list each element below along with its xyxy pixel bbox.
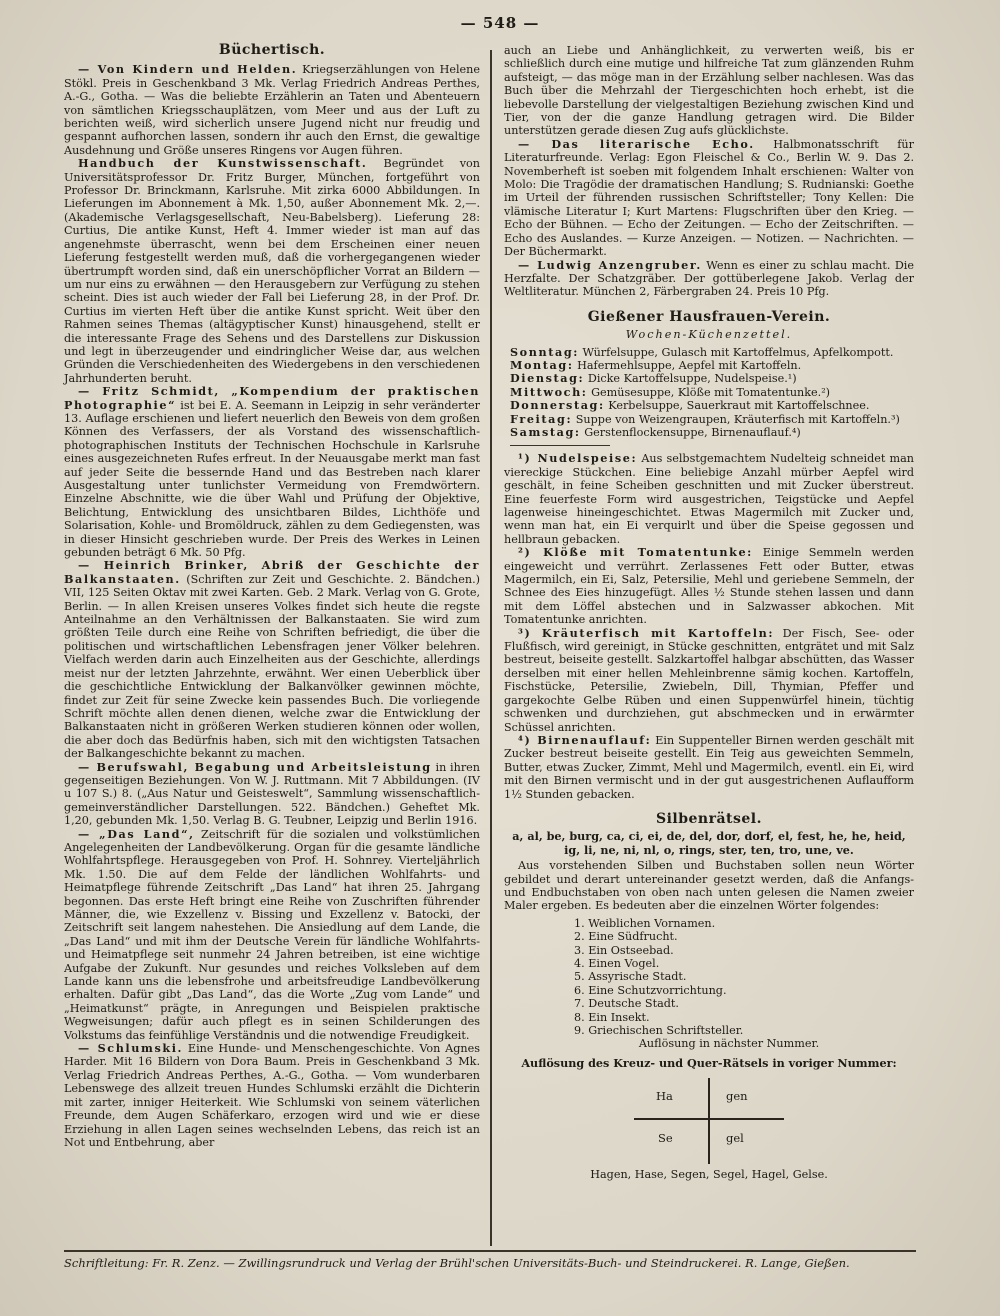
riddle-instructions: Aus vorstehenden Silben und Buchstaben sollen neun Wörter gebildet und derart untereinander gesetzt werden, daß die Anfangs- und Endbuchstaben von oben nach unten gelesen die Namen zweier Maler ergeben. Es bedeuten aber die einzelnen Wörter folgendes: [504,859,914,913]
weekly-menu [504,346,914,440]
book-review-text: Kriegserzählungen von Helene Stökl. Preis in Geschenkband 3 Mk. Verlag Friedrich Andreas Perthes, A.-G., Gotha. — Was die beliebte Erzählerin an Taten und Abenteuern von sämtlichen Kriegsschauplätzen, vom Meer und aus der Luft zu berichten weiß, wird sicherlich unsere Jugend nicht nur freudig und gespannt aufhorchen lassen, sondern ihr auch den Ernst, die gewaltige Ausdehnung und Größe unseres Ringens vor Augen führen. [64,63,481,157]
book-review-title: — „Das Land“, [78,826,195,841]
riddle-clue-list [574,917,914,1038]
syllable-riddle-heading: Silbenrätsel. [655,810,763,827]
menu-dish: Hafermehlsuppe, Aepfel mit Kartoffeln. [577,358,802,372]
weekly-menu-subheading: Wochen-Küchenzettel. [625,328,793,342]
grid-cell-top-right: gen [726,1089,748,1104]
recipe-text: Der Fisch, See- oder Flußfisch, wird gereinigt, in Stücke geschnitten, entgrätet und mit Salz bestreut, beiseite gestellt. Salzkartoffel halbgar abschütten, das Wasser derselben mit einer hellen Mehleinbrenne sämig kochen. Kartoffeln, Fischstücke, Petersilie, Zwiebeln, Dill, Thymian, Pfeffer und gargekochte Gelbe Rüben und einen Suppenwürfel hinein, tüchtig schwenken und durchziehen, gut abschmecken und in erwärmter Schüssel anrichten. [504,626,914,734]
book-review-text: Begründet von Universitätsprofessor Dr. Fritz Burger, München, fortgeführt von Professor Dr. Brinckmann, Karlsruhe. Mit zirka 6000 Abbildungen. In Lieferungen im Abonnement à Mk. 1,50, außer Abonnement Mk. 2,—. (Akademische Verlagsgesellschaft, Neu-Babelsberg). Lieferung 28: Curtius, Die antike Kunst, Heft 4. Immer wieder ist man auf das angenehmste überrascht, wenn bei dem Erscheinen einer neuen Lieferung festgestellt werden muß, daß die vorhergegangenen wieder übertrumpft worden sind, daß ein unerschöpflicher Vorrat an Bildern — um nur eins zu erwähnen — den Herausgebern zur Verfügung zu stehen scheint. Dies ist auch wieder der Fall bei Lieferung 28, in der Prof. Dr. Curtius im vierten Heft über die antike Kunst spricht. Weit über den Rahmen seines Themas (altägyptischer Kunst) hinausgehend, stellt er die interessante Frage des Sehens und des Darstellens zur Diskussion und legt in überzeugender und eindringlicher Weise dar, aus welchen Gründen die Verschiedenheiten des Wiedergebens in den verschiedenen Jahrhunderten beruht. [64,157,480,385]
riddle-clue: 9. Griechischen Schriftsteller. [574,1024,744,1038]
menu-day-row [504,346,914,359]
riddle-solution-note: Auflösung in nächster Nummer. [638,1037,820,1051]
book-review-title: — Von Kindern und Helden. [78,62,298,77]
book-review-title: — Heinrich Brinker, Abriß der Geschichte der Balkanstaaten. [64,558,480,586]
menu-day-row [504,359,914,372]
recipe-note [504,546,914,626]
book-review-text: Halbmonatsschrift für Literaturfreunde. Verlag: Egon Fleischel & Co., Berlin W. 9. Das 2. Novemberheft ist soeben mit folgendem Inhalt erschienen: Walter von Molo: Die Tragödie der dramatischen Handlung; S. Rudnianski: Goethe im Urteil der führenden russischen Schriftsteller; Tony Kellen: Die vlämische Literatur I; Kurt Martens: Flugschriften über den Krieg. — Echo der Bühnen. — Echo der Zeitungen. — Echo der Zeitschriften. — Echo des Auslandes. — Kurze Anzeigen. — Notizen. — Nachrichten. — Der Büchermarkt. [504,137,914,259]
book-review-title: Handbuch der Kunstwissenschaft. [78,156,368,171]
menu-day-label: Sonntag: [510,344,579,359]
book-review-title: — Fritz Schmidt, „Kompendium der praktischen Photographie“ [64,384,480,412]
riddle-clue: 5. Assyrische Stadt. [574,970,687,984]
riddle-clue: 1. Weiblichen Vornamen. [574,916,716,930]
housewives-association-heading: Gießener Hausfrauen-Verein. [587,308,831,325]
recipe-title: ¹) Nudelspeise: [518,451,638,466]
recipe-note [504,627,914,734]
riddle-clue: 7. Deutsche Stadt. [574,997,679,1011]
menu-day-label: Samstag: [510,424,581,439]
menu-day-label: Montag: [510,357,574,372]
cross-puzzle-grid [634,1078,784,1164]
grid-vertical-line [708,1078,710,1164]
riddle-clue: 2. Eine Südfrucht. [574,930,678,944]
book-review-text: (Schriften zur Zeit und Geschichte. 2. Bändchen.) VII, 125 Seiten Oktav mit zwei Karten. Geb. 2 Mark. Verlag von G. Grote, Berlin. — In allen Kreisen unseres Volkes findet sich heute die regste Anteilnahme an den Verhältnissen der Balkanstaaten. Sie wird zum größten Teile durch eine Reihe von Schriften befriedigt, die über die politischen und wirtschaftlichen Lebensfragen jener Völker belehren. Vielfach werden darin auch Einzelheiten aus der Geschichte, allerdings meist nur der letzten Jahrzehnte, erwähnt. Wer einen Ueberblick über die geschichtliche Entwicklung der Balkanvölker gewinnen möchte, findet zur Zeit für seine Zwecke kein passendes Buch. Die vorliegende Schrift möchte allen denen dienen, welche zwar die Entwicklung der Balkanstaaten nicht in größeren Werken studieren können oder wollen, die aber doch das Bedürfnis haben, sich mit den wichtigsten Tatsachen der Balkangeschichte bekannt zu machen. [64,572,481,761]
solution-words: Hagen, Hase, Segen, Segel, Hagel, Gelse. [590,1168,828,1182]
recipe-divider [510,445,610,446]
menu-dish: Gerstenflockensuppe, Birnenauflauf.⁴) [584,425,801,439]
menu-day-row [504,386,914,399]
book-review [64,828,480,1043]
recipe-text: Ein Suppenteller Birnen werden geschält mit Zucker bestreut beiseite gestellt. Ein Teig aus geweichten Semmeln, Butter, etwas Zucker, Zimmt, Mehl und Magermilch, eventl. ein Ei, wird mit den Birnen vermischt und in der gut ausgestrichenen Auflaufform 1½ Stunden gebacken. [504,733,915,801]
riddle-clue: 6. Eine Schutzvorrichtung. [574,983,727,997]
menu-dish: Kerbelsuppe, Sauerkraut mit Kartoffelschnee. [608,399,870,413]
recipe-text: Einige Semmeln werden eingeweicht und verrührt. Zerlassenes Fett oder Butter, etwas Magermilch, ein Ei, Salz, Petersilie, Mehl und geriebene Semmeln, der Schnee des Eies hinzugefügt. Alles ½ Stunde stehen lassen und dann mit dem Löffel abstechen und in Salzwasser abkochen. Mit Tomatentunke anrichten. [504,546,914,627]
menu-day-label: Dienstag: [510,371,585,386]
column-divider [490,50,492,1246]
book-review [504,138,914,259]
book-review [64,761,480,828]
continued-review-text: auch an Liebe und Anhänglichkeit, zu verwerten weiß, bis er schließlich durch eine mutige und hilfreiche Tat zum glänzenden Ruhm aufsteigt, — das möge man in der Erzählung selber nachlesen. Was das Buch über die Mehrzahl der Tiergeschichten hoch erhebt, ist die liebevolle Darstellung der vielgestaltigen Beziehung zwischen Kind und Tier, von der die ganze Handlung getragen wird. Die Bilder unterstützen gerade diesen Zug aufs glücklichste. [504,44,914,138]
book-review [64,157,480,385]
book-review [64,63,480,157]
book-review [64,559,480,760]
grid-cell-bottom-left: Se [658,1131,673,1146]
menu-day-label: Freitag: [510,411,573,426]
right-column [504,44,914,1182]
recipe-text: Aus selbstgemachtem Nudelteig schneidet man viereckige Stückchen. Eine beliebige Anzahl mürber Aepfel wird geschält, in feine Scheiben geschnitten und mit Zucker überstreut. Eine feuerfeste Form wird ausgestrichen, Teigstücke und Aepfel lagenweise hineingeschichtet. Etwas Magermilch mit Zucker und, wenn man hat, ein Ei verquirlt und über die Speise gegossen und hellbraun gebacken. [504,452,914,546]
book-table-heading: Büchertisch. [218,42,326,58]
menu-dish: Würfelsuppe, Gulasch mit Kartoffelmus, Apfelkompott. [582,345,894,359]
book-review-text: in ihren gegenseitigen Beziehungen. Von W. J. Ruttmann. Mit 7 Abbildungen. (IV u 107 S.) 8. („Aus Natur und Geisteswelt“, Sammlung wissenschaftlich-gemeinverständlicher Darstellungen. 522. Bändchen.) Geheftet Mk. 1,20, gebunden Mk. 1,50. Verlag B. G. Teubner, Leipzig und Berlin 1916. [64,760,481,828]
book-review-title: — Berufswahl, Begabung und Arbeitsleistung [78,759,432,774]
riddle-clue: 4. Einen Vogel. [574,957,660,970]
menu-day-label: Mittwoch: [510,384,588,399]
book-review-text: Zeitschrift für die sozialen und volkstümlichen Angelegenheiten der Landbevölkerung. Organ für die gesamte ländliche Wohlfahrtspflege. Herausgegeben von Prof. H. Sohnrey. Vierteljährlich Mk. 1.50. Die auf dem Felde der ländlichen Wohlfahrts- und Heimatpflege führende Zeitschrift „Das Land“ hat ihren 25. Jahrgang begonnen. Das erste Heft bringt eine Reihe von Zuschriften führender Männer, die, wie Exzellenz v. Bissing und Exzellenz v. Batocki, der Zeitschrift seit langem nahestehen. Die Ansiedlung auf dem Lande, die „Das Land“ und mit ihm der Deutsche Verein für ländliche Wohlfahrts- und Heimatpflege seit nunmehr 24 Jahren betreiben, ist eine wichtige Aufgabe der Zukunft. Nur gesundes und reiches Volksleben auf dem Lande kann uns die lebensfrohe und arbeitsfreudige Landbevölkerung erhalten. Dafür gibt „Das Land“, das die Worte „Zug vom Lande“ und „Heimatkunst“ prägte, in Anregungen und Beispielen praktische Wegweisungen; dafür auch pflegt es in seinen Schilderungen des Volkstums das feinfühlige Verständnis und die notwendige Freudigkeit. [64,827,480,1042]
book-review [64,385,480,559]
menu-day-row [504,426,914,439]
grid-cell-bottom-right: gel [726,1131,744,1146]
menu-dish: Gemüsesuppe, Klöße mit Tomatentunke.²) [591,385,831,399]
recipe-note [504,734,914,801]
previous-solution-heading: Auflösung des Kreuz- und Quer-Rätsels in voriger Nummer: [521,1055,897,1070]
book-review-text: Wenn es einer zu schlau macht. Die Herzfalte. Der Schatzgräber. Der gottüberlegene Jakob. Verlag der Weltliteratur. München 2, Färbergraben 24. Preis 10 Pfg. [504,258,914,299]
book-review-text: ist bei E. A. Seemann in Leipzig in sehr veränderter 13. Auflage erschienen und liefert neuerlich den Beweis von dem großen Können des Verfassers, der als Vorstand des wissenschaftlich-photographischen Instituts der Technischen Hochschule in Karlsruhe eines ausgezeichneten Rufes erfreut. In der Neuausgabe merkt man fast auf jeder Seite die bessernde Hand und das Bestreben nach klarer Ausgestaltung unter tunlichster Vermeidung von Fremdwörtern. Einzelne Abschnitte, wie die über Wahl und Prüfung der Objektive, Belichtung, Entwicklung des unsichtbaren Bildes, Lichthöfe und Solarisation, Kohle- und Bromöldruck, zählen zu dem Gediegensten, was in dieser Hinsicht geschrieben wurde. Der Preis des Werkes in Leinen gebunden beträgt 6 Mk. 50 Pfg. [64,398,480,560]
book-review-text: Eine Hunde- und Menschengeschichte. Von Agnes Harder. Mit 16 Bildern von Dora Baum. Preis in Geschenkband 3 Mk. Verlag Friedrich Andreas Perthes, A.-G., Gotha. — Vom wunderbaren Lebenswege des allzeit treuen Hundes Schlumski erzählt die Dichterin mit zarter, inniger Heiterkeit. Wie Schlumski von seinem väterlichen Freunde, dem Augen Schäferkaro, erzogen wird und wie er diese Erziehung in allen Lagen seines wechselnden Lebens, das reich ist an Not und Entbehrung, aber [64,1042,480,1149]
menu-day-label: Donnerstag: [510,398,605,413]
recipe-title: ²) Klöße mit Tomatentunke: [518,545,753,560]
menu-dish: Suppe von Weizengraupen, Kräuterfisch mit Kartoffeln.³) [575,412,900,426]
recipe-title: ³) Kräuterfisch mit Kartoffeln: [518,625,775,640]
recipe-notes [504,452,914,801]
grid-horizontal-line [634,1118,784,1120]
page-number: — 548 — [460,14,540,32]
left-column [64,44,480,1149]
book-review-title: — Das literarische Echo. [518,136,755,151]
riddle-clue: 3. Ein Ostseebad. [574,943,674,957]
menu-day-row [504,413,914,426]
menu-day-row [504,372,914,385]
recipe-title: ⁴) Birnenauflauf: [518,732,652,747]
right-review-list [504,138,914,299]
menu-dish: Dicke Kartoffelsuppe, Nudelspeise.¹) [587,372,797,386]
footer-rule [64,1250,916,1252]
riddle-clue: 8. Ein Insekt. [574,1010,650,1024]
book-review-list [64,63,480,1149]
riddle-syllables: a, al, be, burg, ca, ci, ei, de, del, dor, dorf, el, fest, he, he, heid, ig, li, ne, ni, nl, o, rings, ster, ten, tro, une, ve. [512,829,906,857]
grid-cell-top-left: Ha [656,1089,673,1104]
book-review [504,259,914,299]
book-review-title: — Schlumski. [78,1041,184,1056]
book-review [64,1042,480,1149]
imprint-footer: Schriftleitung: Fr. R. Zenz. — Zwillingsrundruck und Verlag der Brühl'schen Universitäts-Buch- und Steindruckerei. R. Lange, Gießen. [64,1256,850,1270]
book-review-title: — Ludwig Anzengruber. [518,257,702,272]
recipe-note [504,452,914,546]
menu-day-row [504,399,914,412]
